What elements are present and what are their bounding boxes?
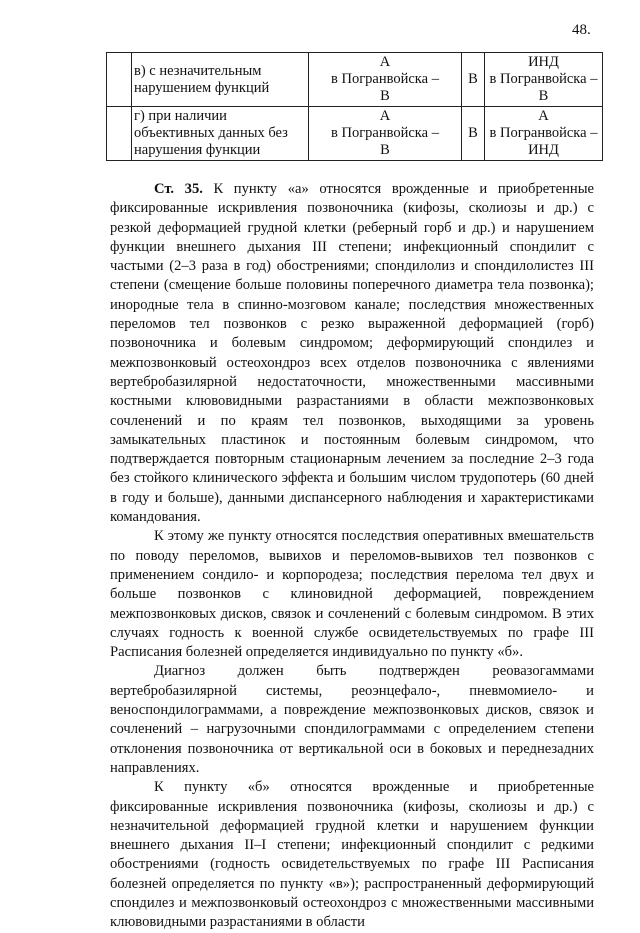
table-cell-category [485,107,603,161]
cell-line: ИНД [528,54,559,70]
article-text [110,180,594,933]
cell-line: в Погранвойска – [331,125,439,141]
table-cell-empty [107,107,132,161]
cell-line: В [380,142,390,158]
table-cell-empty [107,53,132,107]
table-cell-description: г) при наличии объективных данных без нарушения функции [132,107,309,161]
cell-line: В [380,88,390,104]
paragraph: К этому же пункту относятся последствия оперативных вмешательств по поводу переломов, вывихов и переломов-вывихов тел позвонков с применением сондило- и корпородеза; последствия перелома тел двух и больше позвонков с клиновидной деформацией, повреждением межпозвонковых дисков, связок и сочленений с болевым синдромом. В этих случаях годность к военной службе освидетельствуемых по графе III Расписания болезней определяется индивидуально по пункту «б». [110,528,594,661]
table-row [107,53,603,107]
cell-line: А [379,108,391,124]
cell-line: А [379,54,391,70]
paragraph: К пункту «б» относятся врожденные и приобретенные фиксированные искривления позвоночника (кифозы, сколиозы и др.) с незначительной деформацией грудной клетки и нарушением функции внешнего дыхания II–I степени; инфекционный спондилит с редкими обострениями (годность освидетельствуемых по графе III Расписания болезней определяется по пункту «в»); распространенный деформирующий спондилез и межпозвонковый остеохондроз с множественными массивными клювовидными разрастаниями в области [110,779,594,931]
table-cell-category: В [462,107,485,161]
table-cell-category [309,53,462,107]
cell-line: ИНД [528,142,559,158]
article-number: Ст. 35. [154,181,203,197]
page-number: 48. [572,22,591,38]
paragraph [110,180,594,527]
table-row [107,107,603,161]
table-cell-category: В [462,53,485,107]
cell-line: в Погранвойска – [331,71,439,87]
cell-line: в Погранвойска – [489,125,598,141]
cell-line: А [538,108,549,124]
criteria-table [106,52,603,161]
paragraph-text: К пункту «а» относятся врожденные и приобретенные фиксированные искривления позвоночника (кифозы, сколиозы и др.) с резкой деформацией грудной клетки (реберный горб и др.) и нарушением функции внешнего дыхания III степени; инфекционный спондилит с частыми (2–3 раза в год) обострениями; спондилолиз и спондилолистез III степени (смещение больше половины поперечного диаметра тела позвонка); инородные тела в спинно-мозговом канале; последствия множественных переломов тел позвонков с резко выраженной деформацией (горб) позвоночника и болевым синдромом; деформирующий спондилез и межпозвонковый остеохондроз всех отделов позвоночника с явлениями вертебробазилярной недостаточности, множественными массивными костными клювовидными разрастаниями в области межпозвонковых сочленений и по краям тел позвонков, выходящими за уровень замыкательных пластинок и постоянным болевым синдромом, что подтверждается повторным стационарным лечением за последние 2–3 года без стойкого клинического эффекта и большим числом трудопотерь (60 дней в году и больше), данными диспансерного наблюдения и характеристиками командования. [110,181,594,526]
cell-line: В [538,88,549,104]
paragraph: Диагноз должен быть подтвержден реовазогаммами вертебробазилярной системы, реоэнцефало-, пневмомиело- и веноспондилограммами, а повреждение межпозвонковых дисков, связок и сочленений – нагрузочными спондилограммами с определением степени отклонения позвоночника от вертикальной оси в боковых и переднезадних направлениях. [110,663,594,776]
table-cell-category [485,53,603,107]
table-cell-description: в) с незначительным нарушением функций [132,53,309,107]
cell-line: в Погранвойска – [489,71,598,87]
table-cell-category [309,107,462,161]
